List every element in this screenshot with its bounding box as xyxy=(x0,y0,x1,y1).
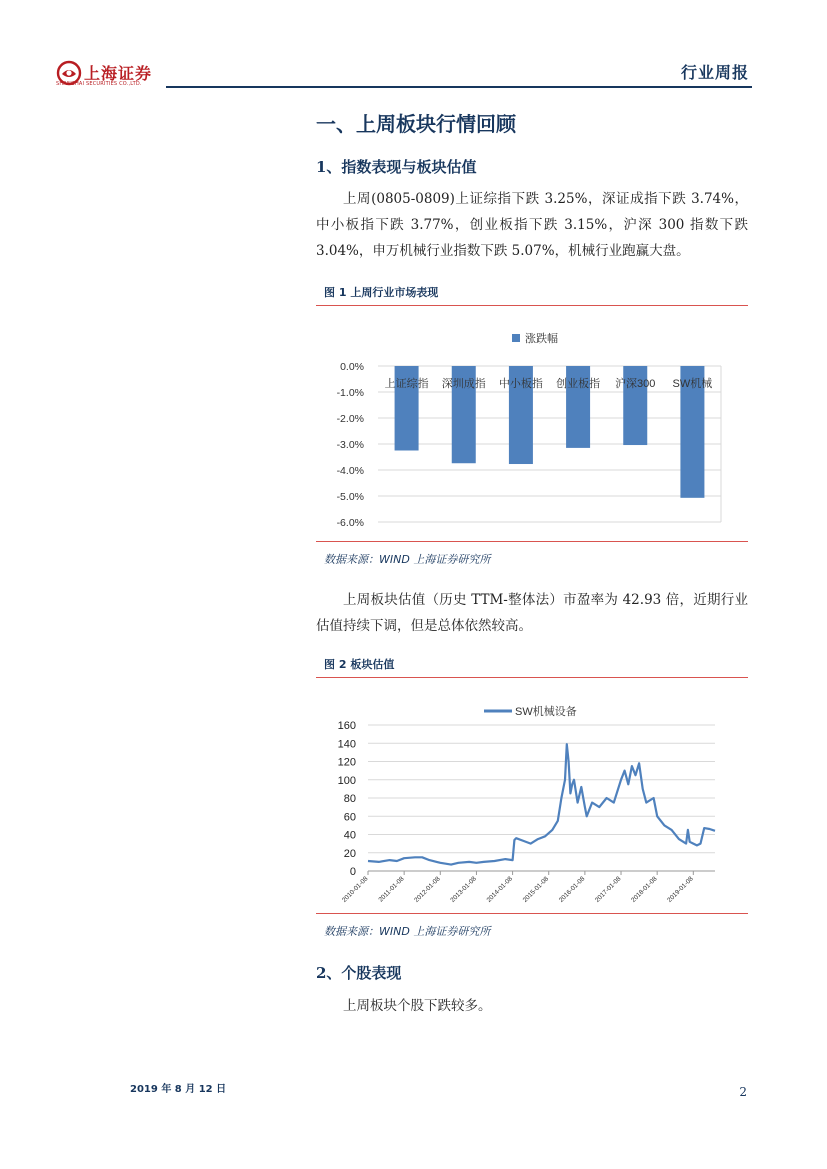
line-x-axis xyxy=(341,871,695,904)
bar-legend xyxy=(512,331,558,345)
figure-2-source: 数据来源：WIND 上海证券研究所 xyxy=(324,925,491,938)
page-number: 2 xyxy=(739,1085,747,1099)
figure-1-bottom-rule xyxy=(316,541,748,542)
line-x-tick-label: 2014-01-08 xyxy=(485,875,514,904)
line-legend xyxy=(484,704,577,718)
figure-1-source: 数据来源：WIND 上海证券研究所 xyxy=(324,553,491,566)
header-rule xyxy=(166,86,752,88)
line-y-tick-label: 120 xyxy=(337,756,356,769)
line-x-tick-label: 2016-01-08 xyxy=(557,875,587,904)
bar-category-label: 中小板指 xyxy=(498,378,543,390)
figure-1-top-rule xyxy=(316,305,748,306)
line-x-tick-label: 2011-01-08 xyxy=(377,875,406,904)
subsection-title-index: 1、指数表现与板块估值 xyxy=(316,158,477,176)
paragraph-index-performance: 上周(0805-0809)上证综指下跌 3.25%，深证成指下跌 3.74%，中小板指下跌 3.77%，创业板指下跌 3.15%，沪深 300 指数下跌 3.04%，申万机械行业指数下跌 5.07%，机械行业跑赢大盘。 xyxy=(316,191,748,259)
line-y-tick-label: 20 xyxy=(343,847,356,860)
bar-y-tick-label: -2.0% xyxy=(336,413,364,425)
line-y-tick-label: 0 xyxy=(349,866,356,878)
bar-y-tick-label: -1.0% xyxy=(336,387,364,399)
line-x-tick-label: 2015-01-08 xyxy=(521,875,551,904)
line-legend-label: SW机械设备 xyxy=(515,706,577,718)
figure-1-title: 图 1 上周行业市场表现 xyxy=(324,286,439,299)
bar-category-label: SW机械 xyxy=(672,378,713,390)
paragraph-stocks: 上周板块个股下跌较多。 xyxy=(343,998,492,1014)
bar-y-tick-label: -3.0% xyxy=(336,439,364,451)
report-type-title: 行业周报 xyxy=(680,63,749,82)
paragraph-valuation: 上周板块估值（历史 TTM-整体法）市盈率为 42.93 倍，近期行业估值持续下调，但是总体依然较高。 xyxy=(316,592,748,634)
line-y-tick-label: 160 xyxy=(337,720,356,732)
bar-y-tick-label: -4.0% xyxy=(336,465,364,477)
bar-category-label: 深圳成指 xyxy=(441,378,486,390)
bar-legend-label: 涨跌幅 xyxy=(525,333,558,345)
line-x-tick-label: 2010-01-08 xyxy=(340,875,370,904)
logo-subtitle: SHANGHAI SECURITIES CO.,LTD. xyxy=(56,81,142,87)
company-logo xyxy=(56,60,166,92)
line-x-tick-label: 2012-01-08 xyxy=(413,875,442,904)
line-y-axis xyxy=(338,720,356,878)
line-x-tick-label: 2019-01-08 xyxy=(666,875,695,904)
line-x-tick-label: 2013-01-08 xyxy=(449,875,478,904)
footer-date: 2019 年 8 月 12 日 xyxy=(130,1084,227,1095)
bar-y-tick-label: 0.0% xyxy=(340,361,364,373)
bar-x-axis xyxy=(385,376,713,390)
bar-legend-swatch xyxy=(512,334,520,342)
bar-gridlines xyxy=(378,366,721,522)
figure-2-title: 图 2 板块估值 xyxy=(324,658,395,671)
section-title: 一、上周板块行情回顾 xyxy=(316,112,516,136)
subsection-title-stocks: 2、个股表现 xyxy=(316,964,402,982)
line-y-tick-label: 140 xyxy=(337,738,356,751)
bar-y-tick-label: -5.0% xyxy=(336,491,364,503)
line-y-tick-label: 40 xyxy=(343,829,356,842)
bar-category-label: 沪深300 xyxy=(615,378,656,390)
line-series-sw-machinery xyxy=(368,744,715,864)
figure-2-top-rule xyxy=(316,677,748,678)
line-y-tick-label: 80 xyxy=(343,793,356,805)
bar-category-label: 创业板指 xyxy=(556,378,601,390)
line-y-tick-label: 60 xyxy=(343,811,356,824)
bar-y-tick-label: -6.0% xyxy=(336,517,364,529)
bar-y-axis xyxy=(337,361,364,529)
line-chart-sector-valuation xyxy=(316,690,748,912)
bar-category-label: 上证综指 xyxy=(384,378,429,390)
line-x-tick-label: 2018-01-08 xyxy=(630,875,659,904)
logo-text: 上海证券 xyxy=(84,64,153,83)
line-gridlines xyxy=(368,725,715,871)
bar-chart-market-performance xyxy=(316,315,748,535)
figure-2-bottom-rule xyxy=(316,913,748,914)
line-y-tick-label: 100 xyxy=(337,774,356,787)
line-x-tick-label: 2017-01-08 xyxy=(593,875,623,904)
